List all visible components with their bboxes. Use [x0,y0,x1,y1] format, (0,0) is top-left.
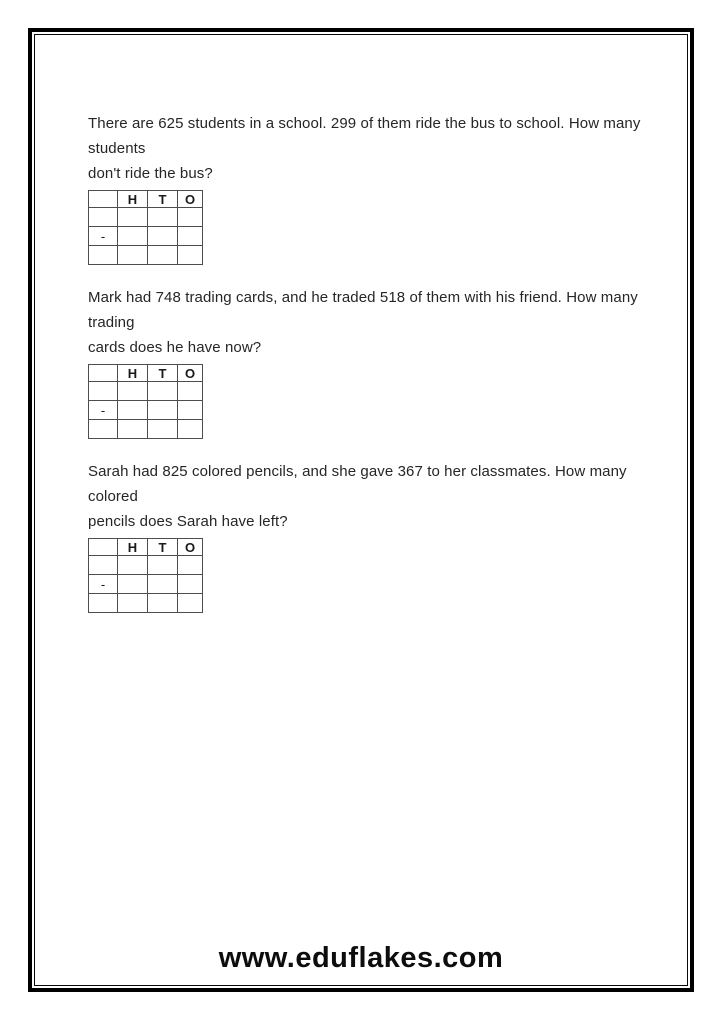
hto-table-1-answer-cell [148,208,178,227]
hto-table-2-header-t: T [148,365,178,382]
hto-table-1-answer-cell [118,227,148,246]
hto-table-1-header-t: T [148,191,178,208]
hto-table-2-answer-cell [118,420,148,439]
problem-3-text [88,459,659,534]
problem-1 [88,111,659,265]
hto-table-1-minus-sign: - [89,227,118,246]
hto-table-2-header-o: O [178,365,203,382]
hto-table-2-minus-sign: - [89,401,118,420]
hto-table-2-answer-cell [178,382,203,401]
problem-3 [88,459,659,613]
hto-table-3-answer-cell [178,556,203,575]
hto-table-1 [88,190,203,265]
hto-table-3-blank-cell [89,556,118,575]
hto-table-2-header-h: H [118,365,148,382]
hto-table-3-answer-cell [118,575,148,594]
problem-2-line-2: cards does he have now? [88,339,262,356]
hto-table-1-corner-cell [89,191,118,208]
problem-3-line-1: Sarah had 825 colored pencils, and she gave 367 to her classmates. How many colored [88,463,627,505]
hto-table-3-answer-cell [148,594,178,613]
problem-1-line-2: don't ride the bus? [88,165,213,182]
hto-table-3-answer-cell [118,594,148,613]
problem-1-text [88,111,659,186]
footer-website-url: www.eduflakes.com [218,942,504,974]
hto-table-2-answer-cell [148,420,178,439]
hto-table-2-answer-cell [178,401,203,420]
hto-table-3-header-t: T [148,539,178,556]
hto-table-2-blank-cell [89,420,118,439]
hto-table-1-answer-cell [148,246,178,265]
hto-table-2-answer-cell [148,401,178,420]
hto-table-3-answer-cell [118,556,148,575]
hto-table-1-header-h: H [118,191,148,208]
problem-2-line-1: Mark had 748 trading cards, and he traded 518 of them with his friend. How many trading [88,289,638,331]
hto-table-2-blank-cell [89,382,118,401]
hto-table-3 [88,538,203,613]
hto-table-3-answer-cell [148,556,178,575]
hto-table-2-answer-cell [178,420,203,439]
worksheet-content [88,111,659,633]
hto-table-1-answer-cell [178,208,203,227]
hto-table-3-answer-cell [178,575,203,594]
hto-table-2-corner-cell [89,365,118,382]
hto-table-3-minus-sign: - [89,575,118,594]
hto-table-1-answer-cell [178,227,203,246]
worksheet-inner-border [34,34,688,986]
hto-table-3-header-o: O [178,539,203,556]
worksheet-outer-border [28,28,694,992]
hto-table-1-header-o: O [178,191,203,208]
problem-1-line-1: There are 625 students in a school. 299 of them ride the bus to school. How many students [88,115,641,157]
hto-table-1-blank-cell [89,208,118,227]
hto-table-1-answer-cell [148,227,178,246]
hto-table-1-answer-cell [118,246,148,265]
hto-table-3-answer-cell [178,594,203,613]
hto-table-1-blank-cell [89,246,118,265]
hto-table-3-answer-cell [148,575,178,594]
hto-table-2 [88,364,203,439]
problem-2 [88,285,659,439]
hto-table-3-header-h: H [118,539,148,556]
problem-2-text [88,285,659,360]
problem-3-line-2: pencils does Sarah have left? [88,513,288,530]
hto-table-1-answer-cell [178,246,203,265]
hto-table-2-answer-cell [118,401,148,420]
hto-table-2-answer-cell [118,382,148,401]
hto-table-3-corner-cell [89,539,118,556]
hto-table-2-answer-cell [148,382,178,401]
hto-table-3-blank-cell [89,594,118,613]
hto-table-1-answer-cell [118,208,148,227]
